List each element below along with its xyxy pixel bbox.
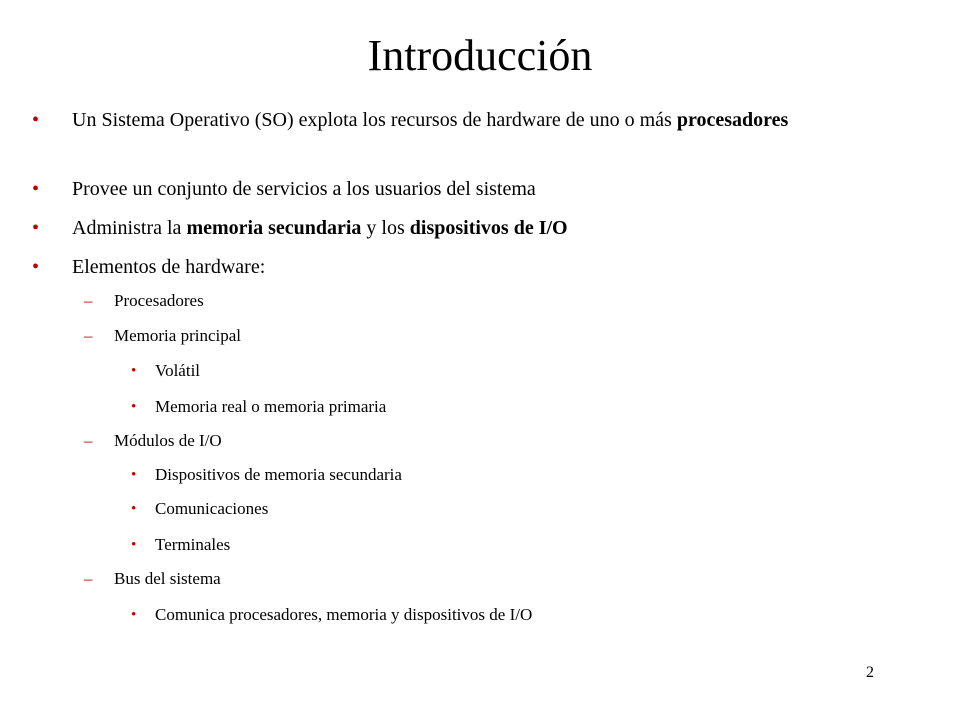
bullet-text: Un Sistema Operativo (SO) explota los recursos de hardware de uno o más procesadores [72, 109, 789, 131]
bullet-marker: • [131, 363, 137, 379]
bullet-text: Elementos de hardware: [72, 256, 266, 278]
bullet-marker: • [32, 256, 40, 278]
subsub-item-text: Memoria real o memoria primaria [155, 397, 387, 416]
dash-marker: – [84, 569, 93, 588]
bullet-text: Administra la memoria secundaria y los dispositivos de I/O [72, 217, 568, 239]
dash-marker: – [84, 291, 93, 310]
sub-item-bus-sistema [84, 568, 221, 590]
sub-item-text: Módulos de I/O [114, 431, 222, 450]
subsub-item-volatil [131, 360, 201, 382]
bullet-item-administers [32, 214, 852, 242]
bullet-text: Provee un conjunto de servicios a los usuarios del sistema [72, 178, 536, 200]
bullet-marker: • [32, 109, 40, 131]
slide-title: Introducción [367, 31, 593, 80]
subsub-item-comunicaciones [131, 498, 269, 520]
dash-marker: – [84, 326, 93, 345]
page-number: 2 [866, 664, 874, 681]
subsub-item-dispositivos-memoria-secundaria [131, 464, 402, 486]
bullet-marker: • [131, 467, 137, 483]
bullet-marker: • [131, 501, 137, 517]
sub-item-text: Memoria principal [114, 326, 241, 345]
bullet-item-hardware-elements [32, 253, 852, 281]
sub-item-text: Procesadores [114, 291, 204, 310]
sub-item-text: Bus del sistema [114, 569, 221, 588]
subsub-item-comunica [131, 604, 533, 626]
subsub-item-text: Terminales [155, 535, 231, 554]
sub-item-memoria-principal [84, 325, 241, 347]
sub-item-modulos-io [84, 430, 222, 452]
subsub-item-text: Volátil [155, 361, 201, 380]
subsub-item-memoria-real [131, 396, 387, 418]
bullet-marker: • [32, 217, 40, 239]
subsub-item-text: Comunica procesadores, memoria y dispositivos de I/O [155, 605, 533, 624]
bullet-item-services [32, 175, 852, 203]
sub-item-procesadores [84, 290, 204, 312]
bullet-marker: • [131, 399, 137, 415]
bullet-marker: • [32, 178, 40, 200]
subsub-item-text: Dispositivos de memoria secundaria [155, 465, 402, 484]
subsub-item-terminales [131, 534, 231, 556]
bullet-marker: • [131, 607, 137, 623]
bullet-item-os-definition [32, 106, 852, 134]
dash-marker: – [84, 431, 93, 450]
subsub-item-text: Comunicaciones [155, 499, 269, 518]
bullet-marker: • [131, 537, 137, 553]
